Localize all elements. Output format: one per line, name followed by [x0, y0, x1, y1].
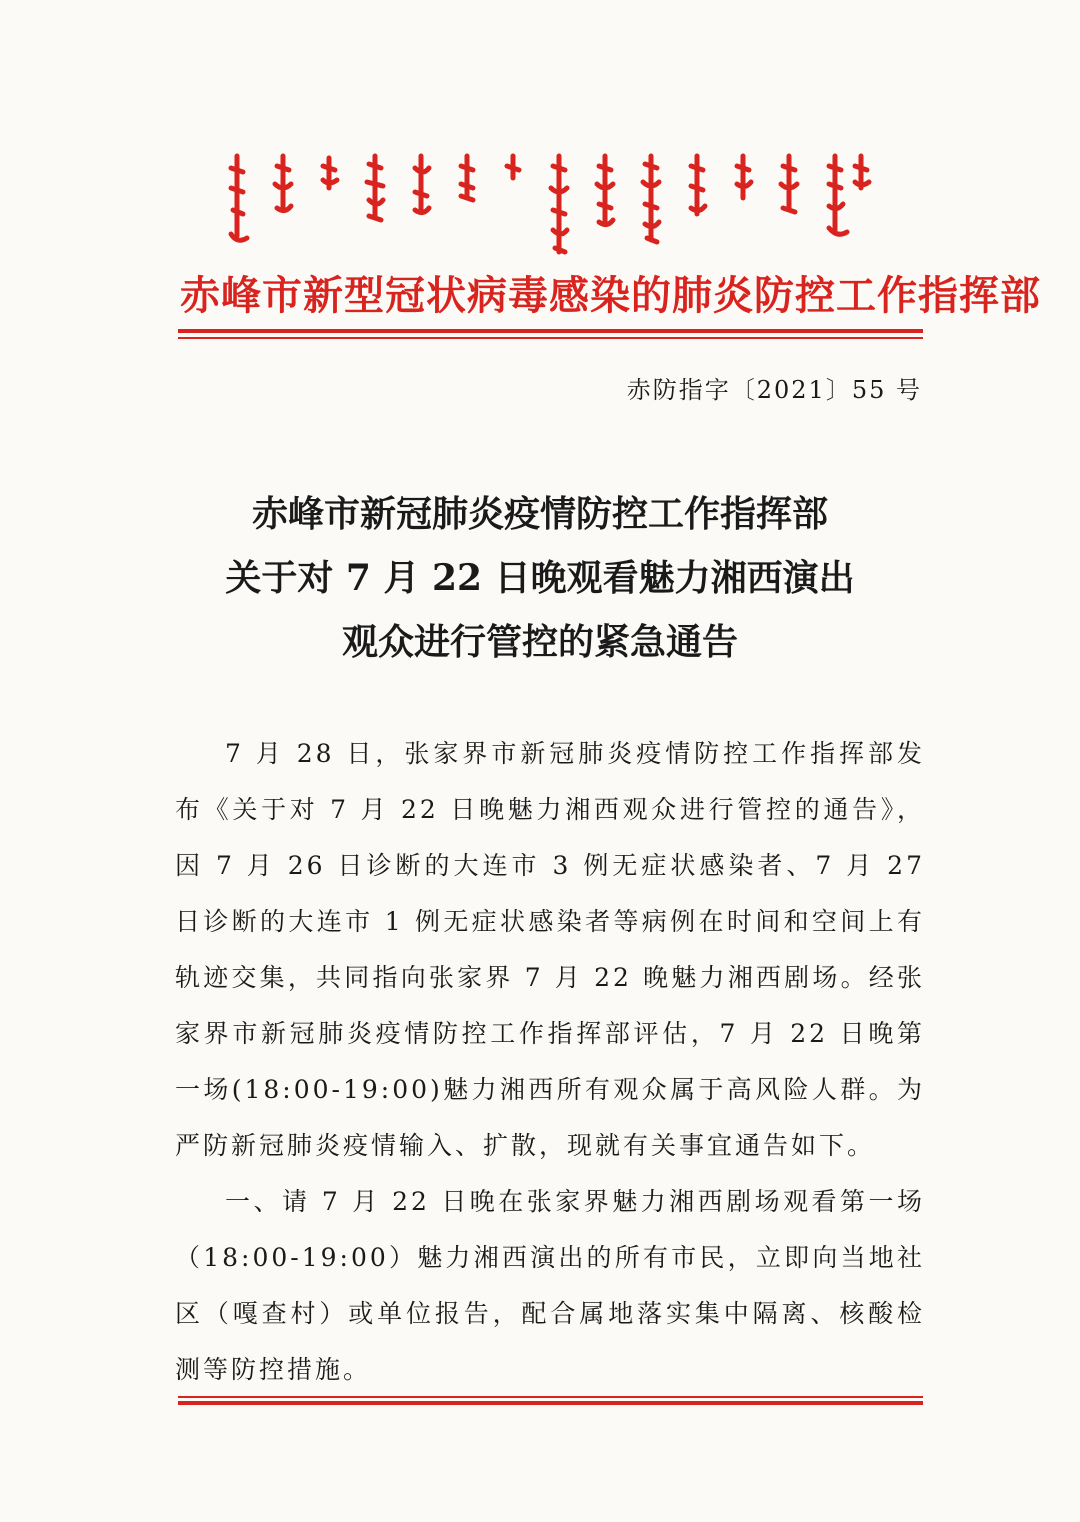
mongolian-script-header — [225, 148, 875, 258]
footer-rule-thick — [178, 1401, 923, 1405]
mongolian-script-graphic — [225, 148, 875, 258]
body-paragraph-1: 7 月 28 日，张家界市新冠肺炎疫情防控工作指挥部发布《关于对 7 月 22 日晚魅力湘西观众进行管控的通告》，因 7 月 26 日诊断的大连市 3 例无症状感染者、7 月 27 日诊断的大连市 1 例无症状感染者等病例在时间和空间上有轨迹交集，共同指向张家界 7 月 22 晚魅力湘西剧场。经张家界市新冠肺炎疫情防控工作指挥部评估，7 月 22 日晚第一场(18:00-19:00)魅力湘西所有观众属于高风险人群。为严防新冠肺炎疫情输入、扩散，现就有关事宜通告如下。 — [175, 739, 925, 1160]
agency-red-title: 赤峰市新型冠状病毒感染的肺炎防控工作指挥部 — [180, 273, 1041, 319]
notice-body — [175, 726, 925, 1398]
header-rule-thick — [178, 329, 923, 333]
document-number: 赤防指字〔2021〕55 号 — [626, 376, 922, 404]
footer-rule-thin — [178, 1396, 923, 1398]
notice-title — [160, 482, 920, 674]
title-line-1: 赤峰市新冠肺炎疫情防控工作指挥部 — [251, 493, 828, 535]
title-line-2: 关于对 7 月 22 日晚观看魅力湘西演出 — [225, 557, 855, 599]
title-line-3: 观众进行管控的紧急通告 — [341, 621, 738, 663]
header-rule-thin — [178, 337, 923, 339]
body-paragraph-2: 一、请 7 月 22 日晚在张家界魅力湘西剧场观看第一场（18:00-19:00）魅力湘西演出的所有市民，立即向当地社区（嘎查村）或单位报告，配合属地落实集中隔离、核酸检测等防控措施。 — [175, 1187, 925, 1384]
